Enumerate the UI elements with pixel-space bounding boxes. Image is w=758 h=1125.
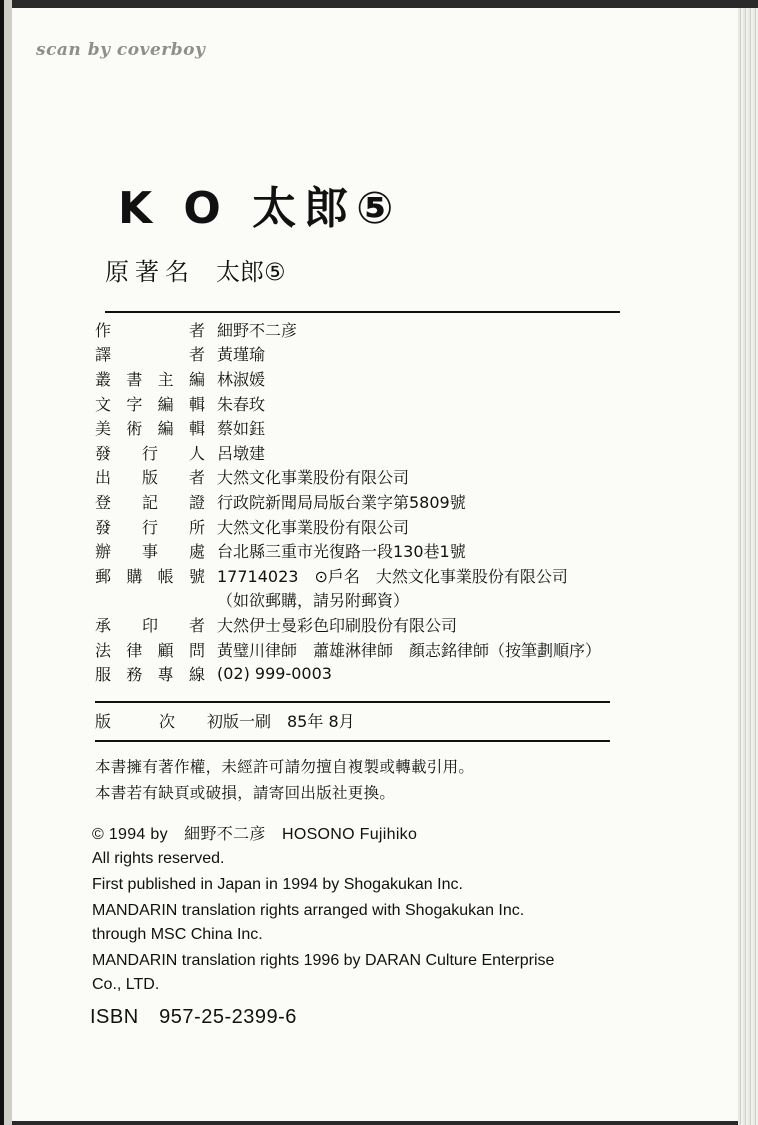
page-stack-edge: [738, 8, 758, 1125]
credit-label: 文字編輯: [95, 394, 205, 414]
edition-value: 初版一刷 85年 8月: [207, 712, 355, 731]
rights-line: Co., LTD.: [92, 976, 160, 993]
credit-row: [95, 489, 635, 514]
credit-label: 服務專線: [95, 665, 205, 685]
credit-row: [95, 366, 635, 391]
credit-value: 蔡如鈺: [217, 419, 266, 439]
credit-value: 大然文化事業股份有限公司: [217, 468, 410, 488]
edition-label: 版 次: [95, 712, 175, 731]
copyright-line: © 1994 by 細野不二彦 HOSONO Fujihiko: [92, 826, 418, 843]
credit-value: (02) 999-0003: [217, 664, 332, 684]
original-title-label: 原著名: [105, 258, 195, 286]
rights-line: First published in Japan in 1994 by Shogakukan Inc.: [92, 876, 463, 893]
rights-line: through MSC China Inc.: [92, 926, 263, 943]
credit-value: 行政院新聞局局版台業字第5809號: [217, 492, 466, 512]
credits-list: [95, 317, 635, 686]
original-title-value: 太郎⑤: [216, 258, 286, 286]
credit-label: 叢書主編: [95, 369, 205, 389]
credit-row: [95, 588, 635, 613]
credit-row: [95, 514, 635, 539]
credit-value: 林淑媛: [217, 369, 266, 389]
top-divider: [105, 311, 620, 313]
credit-label: 譯 者: [95, 345, 205, 365]
notice-divider: [95, 740, 610, 742]
credit-row: [95, 440, 635, 465]
credit-row: [95, 637, 635, 662]
edition-row: [95, 709, 355, 732]
credit-row: [95, 317, 635, 342]
credit-label: 發行人: [95, 443, 205, 463]
credit-row: [95, 342, 635, 367]
rights-line: All rights reserved.: [92, 850, 225, 867]
credit-value: 台北縣三重市光復路一段130巷1號: [217, 542, 466, 562]
book-title: K O 太郎⑤: [118, 183, 402, 234]
isbn: ISBN 957-25-2399-6: [90, 1006, 297, 1028]
credit-value: 細野不二彦: [217, 320, 298, 340]
credit-label: 美術編輯: [95, 419, 205, 439]
credit-row: [95, 661, 635, 686]
credit-label: 承印者: [95, 615, 205, 635]
credit-value: 大然伊士曼彩色印刷股份有限公司: [217, 615, 458, 635]
edition-divider: [95, 701, 610, 703]
credit-value: （如欲郵購，請另附郵資）: [217, 591, 410, 611]
credit-value: 大然文化事業股份有限公司: [217, 517, 410, 537]
credit-label: 作 者: [95, 320, 205, 340]
credit-value: 黃璧川律師 蕭雄淋律師 顏志銘律師（按筆劃順序）: [217, 640, 602, 660]
credit-value: 17714023 ⊙戶名 大然文化事業股份有限公司: [217, 566, 568, 586]
credit-row: [95, 563, 635, 588]
credit-row: [95, 538, 635, 563]
credit-label: 登記證: [95, 492, 205, 512]
rights-line: MANDARIN translation rights 1996 by DARAN Culture Enterprise: [92, 952, 555, 969]
rights-line: MANDARIN translation rights arranged with Shogakukan Inc.: [92, 902, 525, 919]
credit-value: 朱春玫: [217, 394, 266, 414]
credit-label: 法律顧問: [95, 640, 205, 660]
credit-value: 黃瑾瑜: [217, 345, 266, 365]
credit-label: 辦事處: [95, 542, 205, 562]
credit-row: [95, 465, 635, 490]
credit-label: 發行所: [95, 517, 205, 537]
credit-label: 出版者: [95, 468, 205, 488]
credit-row: [95, 612, 635, 637]
credit-row: [95, 415, 635, 440]
scan-credit: scan by coverboy: [36, 40, 206, 60]
replacement-notice: 本書若有缺頁或破損，請寄回出版社更換。: [95, 784, 396, 802]
credit-label: 郵購帳號: [95, 566, 205, 586]
credit-row: [95, 391, 635, 416]
scan-left-edge: [0, 0, 12, 1125]
credit-value: 呂墩建: [217, 443, 266, 463]
copyright-notice: 本書擁有著作權，未經許可請勿擅自複製或轉載引用。: [95, 758, 475, 776]
